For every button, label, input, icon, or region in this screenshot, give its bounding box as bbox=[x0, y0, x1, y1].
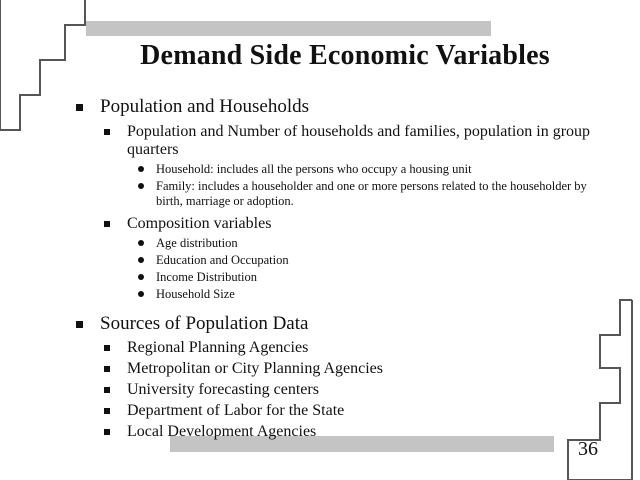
round-bullet-icon bbox=[138, 291, 144, 297]
round-bullet-icon bbox=[138, 183, 144, 189]
section-heading-sources: Sources of Population Data bbox=[76, 313, 616, 335]
sub-list-item: Age distribution bbox=[76, 236, 616, 251]
square-bullet-icon bbox=[104, 366, 110, 372]
square-bullet-icon bbox=[104, 129, 110, 135]
round-bullet-icon bbox=[138, 274, 144, 280]
square-bullet-icon bbox=[104, 408, 110, 414]
list-item: Metropolitan or City Planning Agencies bbox=[76, 360, 616, 378]
list-item: Population and Number of households and families, population in group quarters bbox=[76, 123, 616, 159]
page-number: 36 bbox=[578, 438, 598, 460]
list-item: University forecasting centers bbox=[76, 381, 616, 399]
round-bullet-icon bbox=[138, 166, 144, 172]
list-item: Regional Planning Agencies bbox=[76, 339, 616, 357]
square-bullet-icon bbox=[76, 321, 83, 328]
round-bullet-icon bbox=[138, 257, 144, 263]
square-bullet-icon bbox=[104, 221, 110, 227]
sub-list-item: Income Distribution bbox=[76, 270, 616, 285]
round-bullet-icon bbox=[138, 240, 144, 246]
slide-title: Demand Side Economic Variables bbox=[140, 40, 550, 71]
list-item: Local Development Agencies bbox=[76, 423, 616, 441]
sub-list-item: Household Size bbox=[76, 287, 616, 302]
sub-list-item: Education and Occupation bbox=[76, 253, 616, 268]
square-bullet-icon bbox=[104, 429, 110, 435]
list-item: Department of Labor for the State bbox=[76, 402, 616, 420]
square-bullet-icon bbox=[104, 345, 110, 351]
list-item: Composition variables bbox=[76, 215, 616, 233]
square-bullet-icon bbox=[76, 104, 83, 111]
section-heading-population: Population and Households bbox=[76, 96, 616, 118]
top-accent-bar bbox=[86, 21, 491, 36]
sub-list-item: Family: includes a householder and one or more persons related to the householder by birth, marriage or adoption. bbox=[76, 179, 616, 209]
slide-body bbox=[76, 96, 616, 441]
sub-list-item: Household: includes all the persons who occupy a housing unit bbox=[76, 162, 616, 177]
square-bullet-icon bbox=[104, 387, 110, 393]
